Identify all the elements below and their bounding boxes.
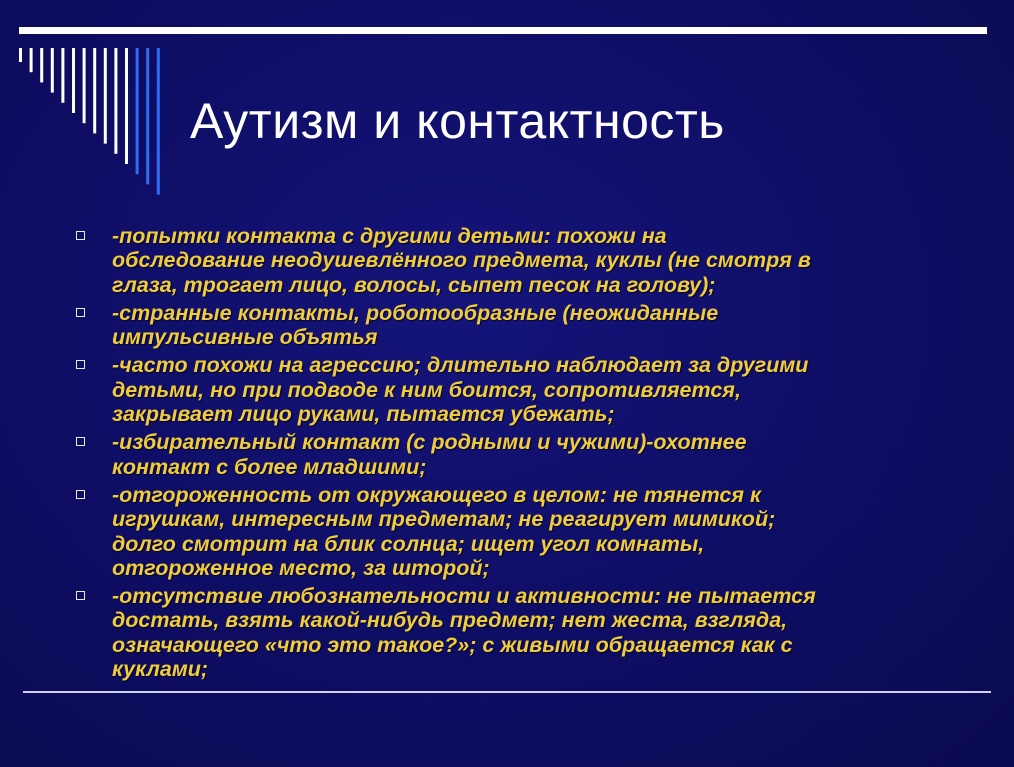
decorative-stripe (72, 48, 75, 113)
hollow-square-bullet-icon (76, 591, 85, 600)
vertical-stripes-decoration (0, 0, 200, 210)
bullet-item (72, 301, 972, 350)
decorative-stripe (51, 48, 54, 93)
decorative-stripe (40, 48, 43, 82)
bullet-text: -часто похожи на агрессию; длительно наблюдает за другими детьми, но при подводе к ним боится, сопротивляется, закрывает лицо руками, пытается убежать; (112, 353, 809, 427)
bullet-list (72, 224, 972, 685)
bullet-item (72, 584, 972, 681)
hollow-square-bullet-icon (76, 231, 85, 240)
decorative-stripe (19, 48, 22, 62)
decorative-stripe (157, 48, 160, 195)
decorative-stripe (93, 48, 96, 133)
bullet-text: -отгороженность от окружающего в целом: не тянется к игрушкам, интересным предметам; не реагирует мимикой; долго смотрит на блик солнца; ищет угол комнаты, отгороженное место, за шторой; (112, 482, 776, 580)
decorative-stripe (146, 48, 149, 184)
decorative-stripe (136, 48, 139, 174)
hollow-square-bullet-icon (76, 437, 85, 446)
decorative-stripe (125, 48, 128, 164)
decorative-stripe (104, 48, 107, 144)
bullet-item (72, 430, 972, 479)
decorative-stripe (30, 48, 33, 72)
bullet-text: -отсутствие любознательности и активности: не пытается достать, взять какой-нибудь предмет; нет жеста, взгляда, означающего «что это такое?»; с живыми обращается как с куклами; (112, 584, 816, 682)
bullet-item (72, 353, 972, 426)
hollow-square-bullet-icon (76, 490, 85, 499)
bullet-text: -странные контакты, роботообразные (неожиданные импульсивные объятья (112, 300, 719, 350)
decorative-stripe (83, 48, 86, 123)
decorative-stripe (114, 48, 117, 154)
bullet-text: -избирательный контакт (с родными и чужими)-охотнее контакт с более младшими; (112, 430, 747, 479)
decorative-stripe (61, 48, 64, 103)
bullet-item (72, 483, 972, 580)
hollow-square-bullet-icon (76, 360, 85, 369)
bullet-item (72, 224, 972, 297)
bottom-rule (23, 691, 991, 693)
hollow-square-bullet-icon (76, 308, 85, 317)
slide-title: Аутизм и контактность (190, 93, 725, 149)
bullet-text: -попытки контакта с другими детьми: похожи на обследование неодушевлённого предмета, куклы (не смотря в глаза, трогает лицо, волосы, сыпет песок на голову); (112, 224, 811, 297)
